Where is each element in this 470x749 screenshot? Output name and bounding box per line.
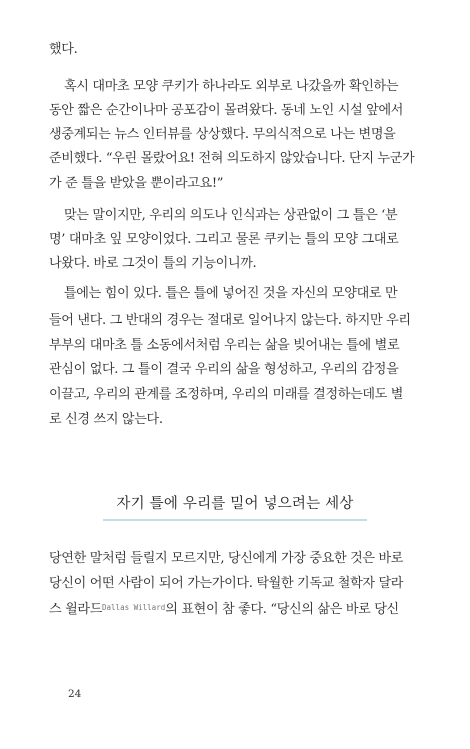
body-line: 부부의 대마초 틀 소동에서처럼 우리는 삶을 빚어내는 틀에 별로 [49,338,400,353]
body-line: 당신이 어떤 사람이 되어 가는가이다. 탁월한 기독교 철학자 달라 [49,576,404,591]
body-line: 로 신경 쓰지 않는다. [49,412,163,427]
body-line [49,598,421,620]
english-name-gloss: Dallas Willard [102,603,166,612]
body-line: 들어 낸다. 그 반대의 경우는 절대로 일어나지 않는다. 하지만 우리 [49,313,411,328]
body-line: 준비했다. “우린 몰랐어요! 전혀 의도하지 않았습니다. 단지 누군가 [49,151,415,166]
body-line: 이끌고, 우리의 관계를 조정하며, 우리의 미래를 결정하는데도 별 [49,387,404,402]
heading-underline [103,519,367,521]
body-line: 관심이 없다. 그 틀이 결국 우리의 삶을 형성하고, 우리의 감정을 [49,362,399,377]
body-line: 당연한 말처럼 들릴지 모르지만, 당신에게 가장 중요한 것은 바로 [49,551,404,566]
body-line: 생중계되는 뉴스 인터뷰를 상상했다. 무의식적으로 나는 변명을 [49,127,396,142]
text-fragment: 의 표현이 참 좋다. “당신의 삶은 바로 당신 [165,602,399,617]
body-line: 틀에는 힘이 있다. 틀은 틀에 넣어진 것을 자신의 모양대로 만 [64,286,398,301]
body-line: 혹시 대마초 모양 쿠키가 하나라도 외부로 나갔을까 확인하는 [64,79,399,94]
body-line: 명’ 대마초 잎 모양이었다. 그리고 물론 쿠키는 틀의 모양 그대로 [49,232,399,247]
body-line: 동안 짧은 순간이나마 공포감이 몰려왔다. 동네 노인 시설 앞에서 [49,103,404,118]
body-line: 나왔다. 바로 그것이 틀의 기능이니까. [49,256,257,271]
page-number: 24 [68,688,82,700]
body-line: 가 준 틀을 받았을 뿐이라고요!” [49,176,224,191]
section-heading: 자기 틀에 우리를 밀어 넣으려는 세상 [116,496,354,512]
body-line: 했다. [49,42,78,57]
text-fragment: 스 윌라드 [49,602,103,617]
body-line: 맞는 말이지만, 우리의 의도나 인식과는 상관없이 그 틀은 ‘분 [64,208,398,223]
